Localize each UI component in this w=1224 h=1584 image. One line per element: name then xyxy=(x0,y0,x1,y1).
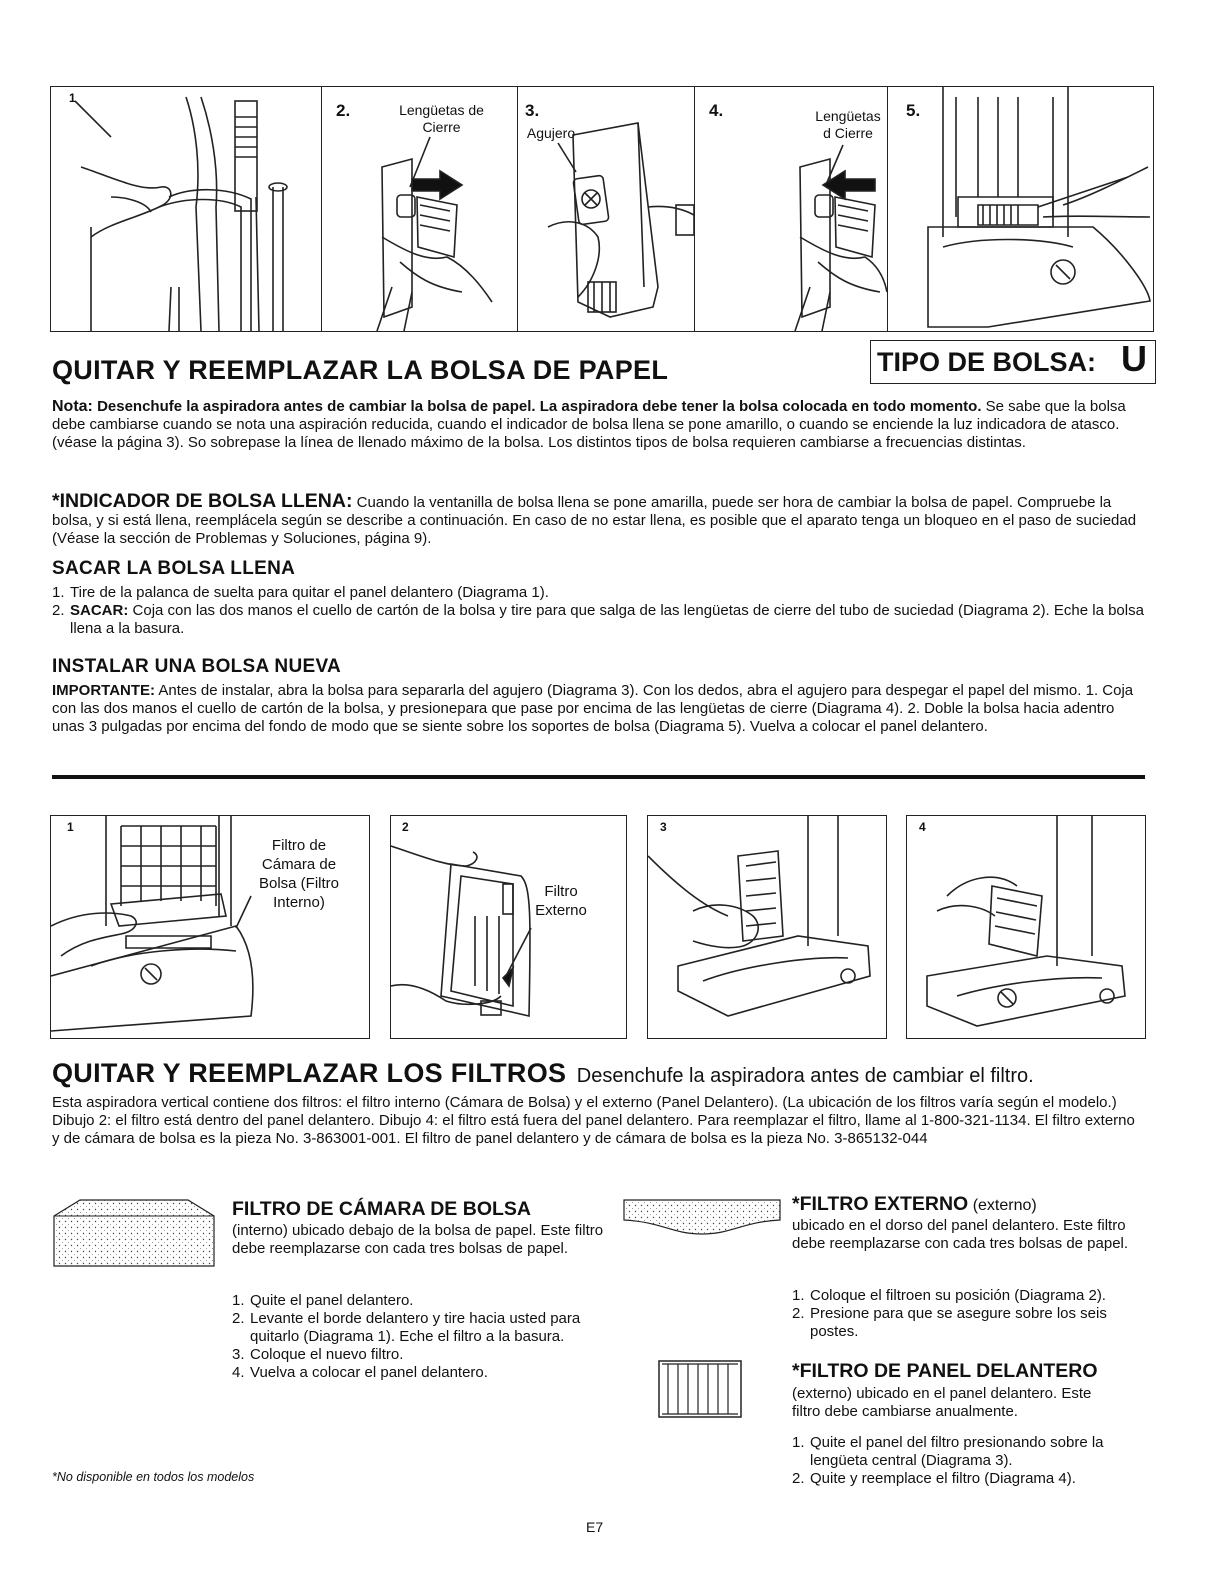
diagram-number: 3 xyxy=(660,820,667,834)
front-panel-filter-steps xyxy=(792,1434,1147,1488)
filter-section-title: QUITAR Y REEMPLAZAR LOS FILTROS xyxy=(52,1058,567,1088)
bag-chamber-filter-illustration xyxy=(51,816,370,1039)
list-item: 3. Coloque el nuevo filtro. xyxy=(232,1346,404,1363)
note-body: Se sabe que la bolsa debe cambiarse cuando se nota una aspiración reducida, cuando el indicador de bolsa llena se pone amarillo, o cuando se enciende la luz indicadora de atasco. (véase la página 3). So sobrepase la línea de llenado máximo de la bolsa. Los distintos tipos de bolsa requieren cambiarse a frecuencias distintas. xyxy=(52,398,1126,451)
indicator-body: Cuando la ventanilla de bolsa llena se pone amarilla, puede ser hora de cambiar la bolsa de papel. Compruebe la bolsa, y si está llena, reemplácela según se describe a continuación. En caso de no estar llena, es posible que el aparato tenga un bloqueo en el paso de suciedad (Véase la sección de Problemas y Soluciones, página 9). xyxy=(52,494,1137,547)
external-filter-steps xyxy=(792,1287,1147,1341)
install-bag-illustration xyxy=(695,87,888,331)
diagram-number: 1 xyxy=(69,91,76,105)
front-panel-filter-icon xyxy=(658,1360,742,1418)
install-important-label: IMPORTANTE: xyxy=(52,682,156,699)
diagram-number: 2. xyxy=(336,101,351,120)
diagram-number: 4 xyxy=(919,820,926,834)
remove-bag-steps xyxy=(52,584,1147,638)
page-number: E7 xyxy=(586,1519,604,1535)
external-filter-label: Filtro Externo xyxy=(535,883,587,919)
bag-chamber-filter-desc: (interno) ubicado debajo de la bolsa de papel. Este filtro debe reemplazarse con cada tres bolsas de papel. xyxy=(232,1222,604,1257)
filter-intro: Esta aspiradora vertical contiene dos filtros: el filtro interno (Cámara de Bolsa) y el externo (Panel Delantero). (La ubicación de los filtros varía según el modelo.) Dibujo 2: el filtro está dentro del panel delantero. Dibujo 4: el filtro está fuera del panel delantero. Para reemplazar el filtro, llame al 1-800-321-1134. El filtro externo y de cámara de bolsa es la pieza No. 3-863001-001. El filtro de panel delantero y de cámara de bolsa es la pieza No. 3-865132-044 xyxy=(52,1094,1135,1147)
remove-bag-illustration xyxy=(322,87,518,331)
note-bold-text: Desenchufe la aspiradora antes de cambiar la bolsa de papel. La aspiradora debe tener la bolsa colocada en todo momento. xyxy=(97,398,982,415)
list-item: 1. Quite el panel del filtro presionando sobre la lengüeta central (Diagrama 3). xyxy=(792,1434,1104,1469)
bag-diagram-3 xyxy=(518,87,695,331)
bag-chamber-filter-heading: FILTRO DE CÁMARA DE BOLSA xyxy=(232,1198,531,1220)
remove-bag-heading: SACAR LA BOLSA LLENA xyxy=(52,558,296,579)
bag-diagram-5 xyxy=(888,87,1155,331)
filter-section-header xyxy=(52,1058,1152,1089)
bag-type-box xyxy=(870,340,1156,384)
bag-diagram-row xyxy=(50,86,1154,332)
front-panel-filter-heading: *FILTRO DE PANEL DELANTERO xyxy=(792,1360,1098,1382)
list-item: 1. Tire de la palanca de suelta para quitar el panel delantero (Diagrama 1). xyxy=(52,584,549,601)
external-filter-heading: *FILTRO EXTERNO xyxy=(792,1193,969,1215)
indicator-heading: *INDICADOR DE BOLSA LLENA: xyxy=(52,490,353,512)
external-filter-desc: ubicado en el dorso del panel delantero. Este filtro debe reemplazarse con cada tres bolsas de papel. xyxy=(792,1217,1129,1252)
bag-chamber-filter-steps xyxy=(232,1292,612,1382)
list-item: 1. Coloque el filtroen su posición (Diagrama 2). xyxy=(792,1287,1106,1304)
filter-diagram-3 xyxy=(647,815,887,1039)
seat-bag-illustration xyxy=(888,87,1155,331)
diagram-number: 3. xyxy=(525,101,540,120)
list-item: 2. SACAR: Coja con las dos manos el cuello de cartón de la bolsa y tire para que salga de las lengüetas de cierre del tubo de suciedad (Diagrama 2). Eche la bolsa llena a la basura. xyxy=(52,602,1144,637)
hole-label: Agujero xyxy=(526,125,576,141)
bag-diagram-4 xyxy=(695,87,888,331)
install-body: Antes de instalar, abra la bolsa para separarla del agujero (Diagrama 3). Con los dedos, abra el agujero para despegar el papel del mismo. 1. Coja con las dos manos el cuello de cartón de la bolsa, y presionepara que pase por encima de las lengüetas de cierre (Diagrama 4). 2. Doble la bolsa hacia adentro unas 3 pulgadas por encima del fondo de modo que se siente sobre los soportes de bolsa (Diagrama 5). Vuelva a colocar el panel delantero. xyxy=(52,682,1134,735)
filter-diagram-2 xyxy=(390,815,627,1039)
full-bag-indicator xyxy=(52,492,1147,548)
diagram-number: 5. xyxy=(906,101,921,120)
section-divider xyxy=(52,775,1145,779)
bag-chamber-filter-icon xyxy=(52,1196,216,1268)
list-item: 2. Levante el borde delantero y tire hacia usted para quitarlo (Diagrama 1). Eche el filtro a la basura. xyxy=(232,1310,581,1345)
filter-diagram-4 xyxy=(906,815,1146,1039)
diagram-number: 4. xyxy=(709,101,724,120)
bag-type-label: TIPO DE BOLSA: xyxy=(877,347,1097,377)
bag-chamber-filter-label: Filtro de Cámara de Bolsa (Filtro Interno) xyxy=(258,837,340,911)
external-filter-icon xyxy=(622,1198,782,1238)
external-filter-heading-note: (externo) xyxy=(972,1197,1037,1214)
filter-diagram-1 xyxy=(50,815,370,1039)
footnote: *No disponible en todos los modelos xyxy=(52,1470,255,1484)
open-bag-illustration xyxy=(518,87,695,331)
install-bag-heading: INSTALAR UNA BOLSA NUEVA xyxy=(52,656,342,677)
front-panel-filter-replace-illustration xyxy=(907,816,1146,1039)
list-item: 4. Vuelva a colocar el panel delantero. xyxy=(232,1364,488,1381)
bag-section-title: QUITAR Y REEMPLAZAR LA BOLSA DE PAPEL xyxy=(52,355,669,385)
filter-section-note: Desenchufe la aspiradora antes de cambiar el filtro. xyxy=(576,1065,1034,1087)
diagram-number: 2 xyxy=(402,820,409,834)
bag-diagram-2 xyxy=(322,87,518,331)
vacuum-open-panel-illustration xyxy=(51,87,322,331)
note-label: Nota: xyxy=(52,398,93,415)
bag-type-value: U xyxy=(1121,338,1147,379)
list-item: 2. Quite y reemplace el filtro (Diagrama 4). xyxy=(792,1470,1076,1487)
list-item: 2. Presione para que se asegure sobre los seis postes. xyxy=(792,1305,1107,1340)
diagram-number: 1 xyxy=(67,820,74,834)
list-item: 1. Quite el panel delantero. xyxy=(232,1292,414,1309)
front-panel-filter-remove-illustration xyxy=(648,816,887,1039)
external-filter-heading-line xyxy=(792,1193,1037,1216)
closure-tabs-label: Lengüetas d Cierre xyxy=(815,108,881,141)
closure-tabs-label: Lengüetas de Cierre xyxy=(399,102,484,135)
external-filter-illustration xyxy=(391,816,627,1039)
install-bag-text xyxy=(52,682,1147,736)
front-panel-filter-desc: (externo) ubicado en el panel delantero. Este filtro debe cambiarse anualmente. xyxy=(792,1385,1092,1420)
bag-note xyxy=(52,398,1147,452)
bag-diagram-1 xyxy=(51,87,322,331)
